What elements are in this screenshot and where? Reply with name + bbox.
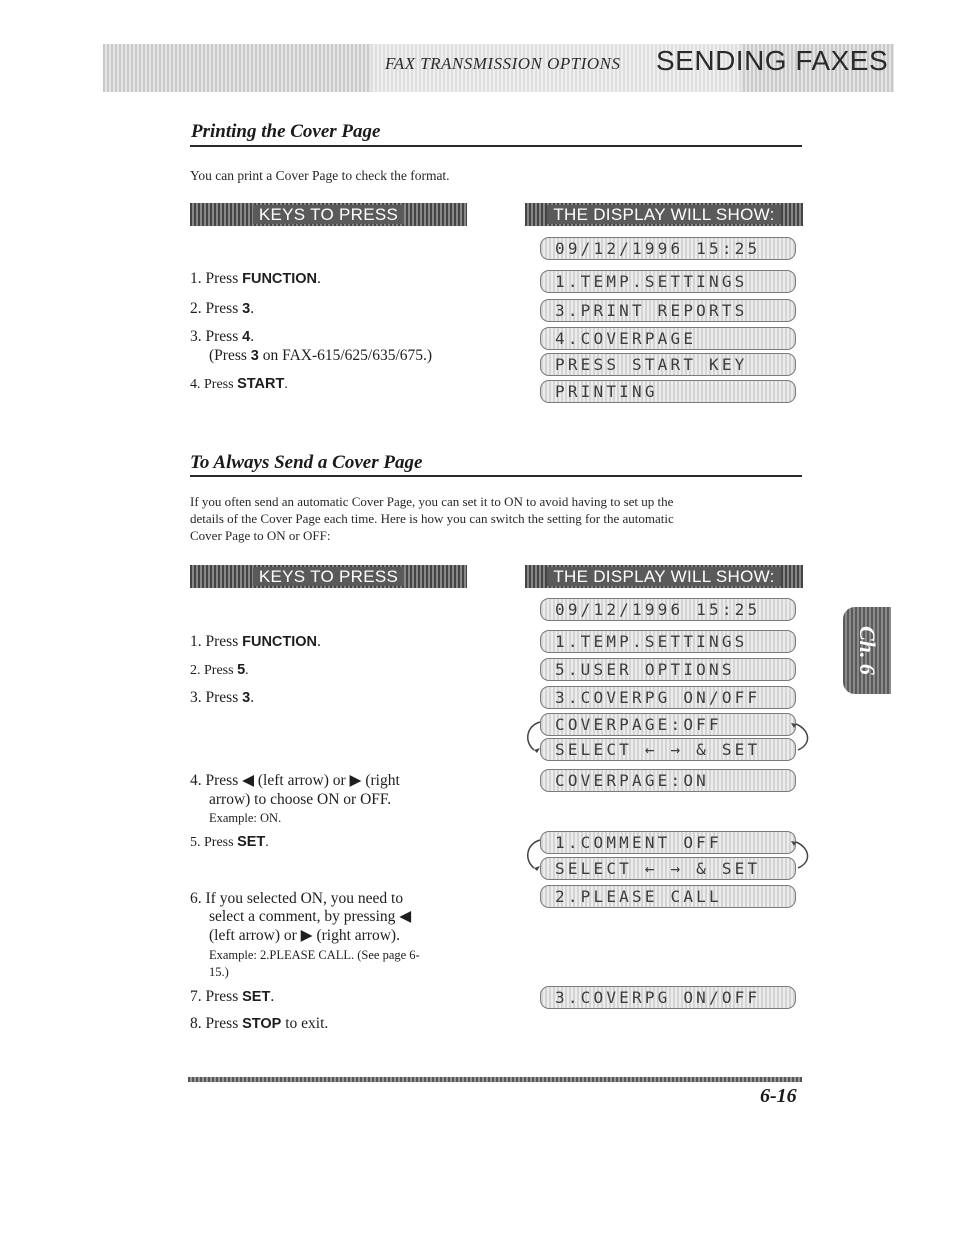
lcd-display-line: SELECT ← → & SET <box>540 738 796 761</box>
bracket-arrowhead <box>534 748 540 753</box>
section2-intro-line: details of the Cover Page each time. Here is how you can switch the setting for the automatic <box>190 511 674 526</box>
step-item: 2. Press 5. <box>190 662 249 678</box>
step-note: (Press 3 on FAX-615/625/635/675.) <box>209 347 433 364</box>
step-continuation: (left arrow) or ▶ (right arrow). <box>209 927 400 944</box>
footer-rule <box>188 1077 802 1082</box>
lcd-display-line: 4.COVERPAGE <box>540 327 796 350</box>
step-example: Example: ON. <box>209 811 282 825</box>
keys-to-press-header: KEYS TO PRESS <box>190 565 467 588</box>
lcd-display-line: 1.COMMENT OFF <box>540 831 796 854</box>
display-will-show-header: THE DISPLAY WILL SHOW: <box>525 565 803 588</box>
display-will-show-header: THE DISPLAY WILL SHOW: <box>525 203 803 226</box>
bracket-left-curve <box>528 840 540 868</box>
bracket-right-curve <box>796 724 808 750</box>
lcd-display-line: 3.COVERPG ON/OFF <box>540 986 796 1009</box>
step-item: 7. Press SET. <box>190 988 275 1005</box>
step-item: 3. Press 4. <box>190 328 255 345</box>
keys-to-press-header: KEYS TO PRESS <box>190 203 467 226</box>
lcd-display-line: 1.TEMP.SETTINGS <box>540 630 796 653</box>
section1-intro: You can print a Cover Page to check the format. <box>190 168 450 183</box>
step-item: 3. Press 3. <box>190 689 255 706</box>
bracket-arrowhead <box>791 723 796 728</box>
lcd-display-line: 3.PRINT REPORTS <box>540 299 796 322</box>
alternating-display-bracket <box>518 712 818 762</box>
section-title-always-send: To Always Send a Cover Page <box>190 452 423 473</box>
step-item: 4. Press ◀ (left arrow) or ▶ (right <box>190 772 400 789</box>
lcd-display-line: COVERPAGE:ON <box>540 769 796 792</box>
lcd-display-line: 2.PLEASE CALL <box>540 885 796 908</box>
step-item: 4. Press START. <box>190 376 288 392</box>
step-item: 2. Press 3. <box>190 300 255 317</box>
header-title: SENDING FAXES <box>656 45 889 76</box>
section2-intro-line: If you often send an automatic Cover Page, you can set it to ON to avoid having to set up the <box>190 494 674 509</box>
chapter-tab-label: Ch. 6 <box>855 626 880 675</box>
lcd-display-line: 09/12/1996 15:25 <box>540 598 796 621</box>
step-continuation: arrow) to choose ON or OFF. <box>209 791 392 808</box>
step-example: Example: 2.PLEASE CALL. (See page 6- <box>209 948 420 962</box>
header-subtitle: FAX TRANSMISSION OPTIONS <box>385 54 621 73</box>
lcd-display-line: PRESS START KEY <box>540 353 796 376</box>
step-example: 15.) <box>209 965 229 979</box>
lcd-display-line: 09/12/1996 15:25 <box>540 237 796 260</box>
section-title-printing: Printing the Cover Page <box>191 121 381 142</box>
header-banner <box>103 44 894 92</box>
lcd-display-line: 3.COVERPG ON/OFF <box>540 686 796 709</box>
page-number: 6-16 <box>760 1085 797 1107</box>
alternating-display-bracket <box>518 830 818 880</box>
step-item: 1. Press FUNCTION. <box>190 270 321 287</box>
bracket-left-curve <box>528 722 540 750</box>
bracket-arrowhead <box>534 866 540 871</box>
bracket-arrowhead <box>791 841 796 846</box>
section-rule <box>190 145 802 147</box>
bracket-right-curve <box>796 842 808 868</box>
step-item: 6. If you selected ON, you need to <box>190 890 404 907</box>
section2-intro-line: Cover Page to ON or OFF: <box>190 528 331 543</box>
lcd-display-line: 1.TEMP.SETTINGS <box>540 270 796 293</box>
step-item: 1. Press FUNCTION. <box>190 633 321 650</box>
chapter-tab <box>843 607 891 694</box>
step-continuation: select a comment, by pressing ◀ <box>209 908 412 925</box>
step-item: 8. Press STOP to exit. <box>190 1015 329 1032</box>
lcd-display-line: COVERPAGE:OFF <box>540 713 796 736</box>
section-rule <box>190 475 802 477</box>
lcd-display-line: SELECT ← → & SET <box>540 857 796 880</box>
lcd-display-line: 5.USER OPTIONS <box>540 658 796 681</box>
lcd-display-line: PRINTING <box>540 380 796 403</box>
step-item: 5. Press SET. <box>190 834 269 850</box>
